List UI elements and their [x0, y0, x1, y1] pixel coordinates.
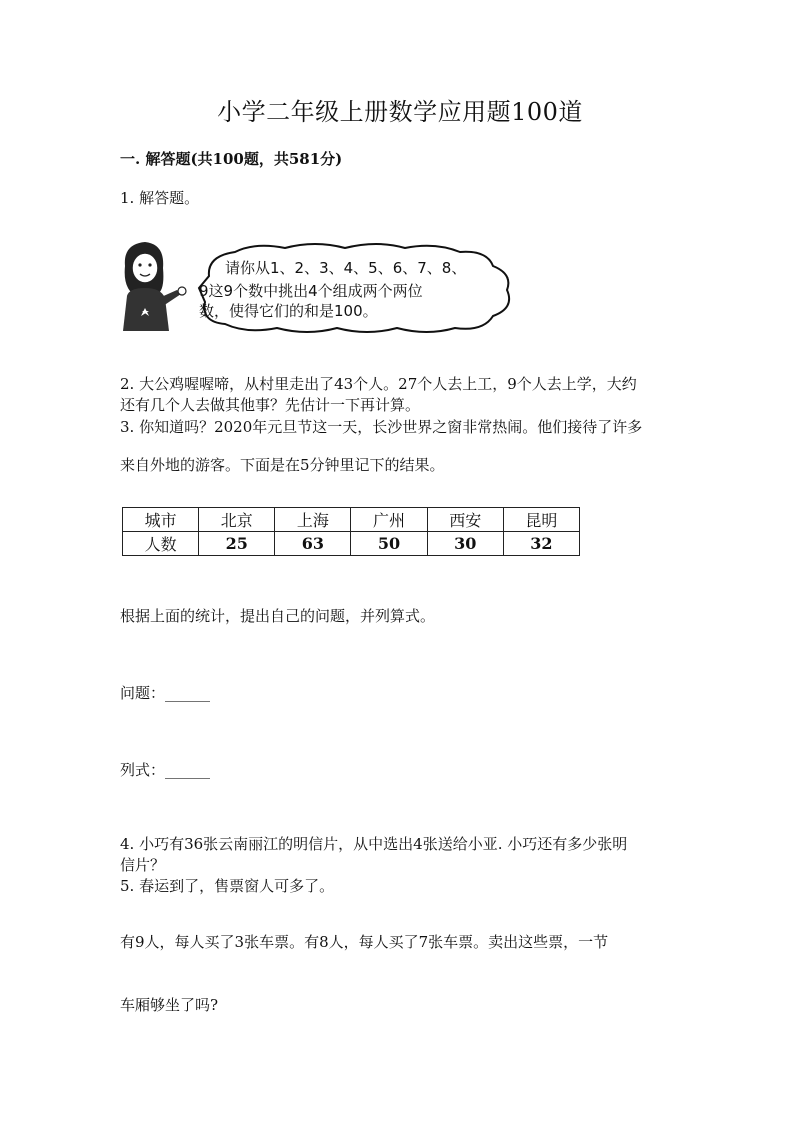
table-row-label: 人数: [123, 532, 199, 556]
question-2-line-1: 2. 大公鸡喔喔啼，从村里走出了43个人。27个人去上工，9个人去上学，大约: [120, 375, 637, 393]
question-5-line-2: 有9人，每人买了3张车票。有8人，每人买了7张车票。卖出这些票，一节: [120, 933, 609, 951]
question-answer-line[interactable]: 问题：______: [120, 684, 211, 702]
question-1-illustration: [115, 236, 535, 336]
question-5-line-1: 5. 春运到了，售票窗人可多了。: [120, 877, 335, 895]
table-header-cell: 广州: [351, 508, 427, 532]
question-2-line-2: 还有几个人去做其他事？先估计一下再计算。: [120, 396, 421, 414]
question-5-line-3: 车厢够坐了吗?: [120, 996, 219, 1014]
bubble-line-2: 9这9个数中挑出4个组成两个两位: [199, 282, 423, 300]
bubble-line-3: 数，使得它们的和是100。: [199, 302, 378, 320]
question-1-text: 1. 解答题。: [120, 189, 200, 207]
table-row: [123, 508, 580, 532]
table-row: [123, 532, 580, 556]
table-cell: 63: [275, 532, 351, 556]
table-header-cell: 西安: [427, 508, 503, 532]
question-4-line-2: 信片？: [120, 856, 166, 874]
question-3-line-2: 来自外地的游客。下面是在5分钟里记下的结果。: [120, 456, 445, 474]
formula-answer-line[interactable]: 列式：______: [120, 761, 211, 779]
table-cell: 25: [199, 532, 275, 556]
question-4-line-1: 4. 小巧有36张云南丽江的明信片，从中选出4张送给小亚. 小巧还有多少张明: [120, 835, 628, 853]
girl-figure-icon: [123, 242, 186, 331]
question-3-line-1: 3. 你知道吗？2020年元旦节这一天，长沙世界之窗非常热闹。他们接待了许多: [120, 418, 643, 436]
table-cell: 30: [427, 532, 503, 556]
page-title: 小学二年级上册数学应用题100道: [217, 98, 583, 126]
table-header-cell: 上海: [275, 508, 351, 532]
bubble-line-1: 请你从1、2、3、4、5、6、7、8、: [225, 259, 467, 277]
city-visitor-table: [122, 507, 580, 556]
table-cell: 50: [351, 532, 427, 556]
table-cell: 32: [503, 532, 579, 556]
section-heading: 一. 解答题(共100题，共581分): [120, 150, 343, 168]
table-header-cell: 城市: [123, 508, 199, 532]
table-header-cell: 北京: [199, 508, 275, 532]
question-3-prompt: 根据上面的统计，提出自己的问题，并列算式。: [120, 607, 436, 625]
table-header-cell: 昆明: [503, 508, 579, 532]
